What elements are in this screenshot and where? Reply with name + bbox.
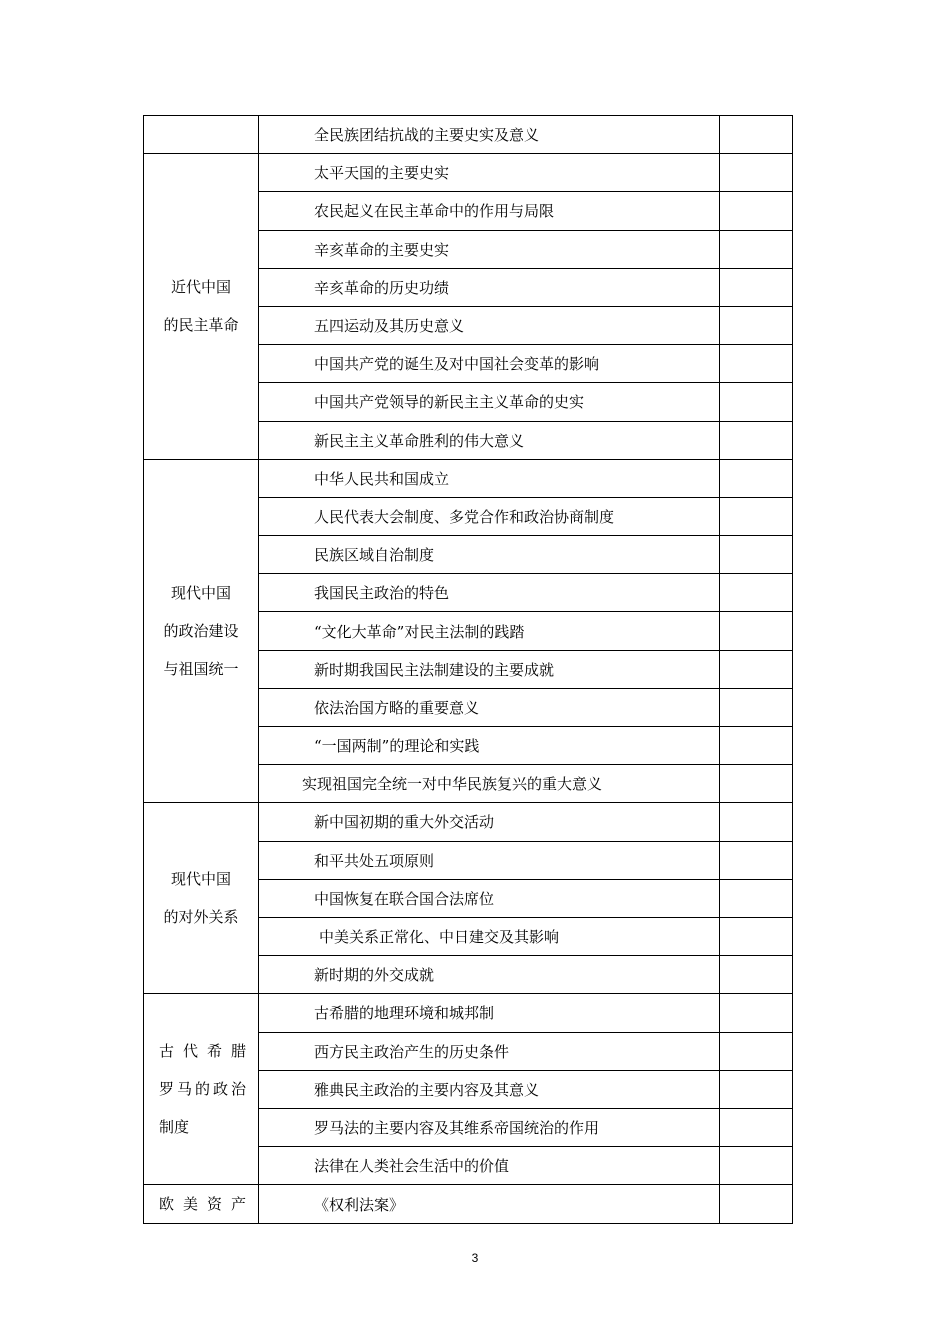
note-cell bbox=[720, 688, 793, 726]
topic-line: 的政治建设 bbox=[163, 622, 239, 641]
content-cell: 《权利法案》 bbox=[259, 1185, 720, 1224]
note-cell bbox=[720, 956, 793, 994]
content-cell: 依法治国方略的重要意义 bbox=[259, 688, 720, 726]
note-cell bbox=[720, 536, 793, 574]
topic-line: 的民主革命 bbox=[163, 316, 239, 335]
topic-cell-euro-american bbox=[144, 1185, 259, 1224]
note-cell bbox=[720, 230, 793, 268]
note-cell bbox=[720, 459, 793, 497]
content-cell: 人民代表大会制度、多党合作和政治协商制度 bbox=[259, 497, 720, 535]
table-row bbox=[144, 994, 793, 1032]
content-cell: 法律在人类社会生活中的价值 bbox=[259, 1147, 720, 1185]
content-cell: 罗马法的主要内容及其维系帝国统治的作用 bbox=[259, 1108, 720, 1146]
content-cell: 中华人民共和国成立 bbox=[259, 459, 720, 497]
note-cell bbox=[720, 841, 793, 879]
content-cell: 中国恢复在联合国合法席位 bbox=[259, 879, 720, 917]
topic-line: 的对外关系 bbox=[163, 908, 239, 927]
content-cell: 五四运动及其历史意义 bbox=[259, 306, 720, 344]
content-cell: 辛亥革命的历史功绩 bbox=[259, 268, 720, 306]
content-cell: 古希腊的地理环境和城邦制 bbox=[259, 994, 720, 1032]
note-cell bbox=[720, 1147, 793, 1185]
note-cell bbox=[720, 612, 793, 650]
note-cell bbox=[720, 994, 793, 1032]
note-cell bbox=[720, 1032, 793, 1070]
note-cell bbox=[720, 383, 793, 421]
content-cell: 中美关系正常化、中日建交及其影响 bbox=[259, 917, 720, 955]
topic-line: 古代希腊 bbox=[159, 1042, 246, 1061]
content-cell: 我国民主政治的特色 bbox=[259, 574, 720, 612]
table-row bbox=[144, 116, 793, 154]
topic-line: 近代中国 bbox=[170, 278, 231, 297]
topic-line: 罗马的政治 bbox=[159, 1080, 246, 1099]
note-cell bbox=[720, 574, 793, 612]
note-cell bbox=[720, 1070, 793, 1108]
content-cell: 中国共产党领导的新民主主义革命的史实 bbox=[259, 383, 720, 421]
content-cell: 和平共处五项原则 bbox=[259, 841, 720, 879]
table-row bbox=[144, 459, 793, 497]
note-cell bbox=[720, 1185, 793, 1224]
note-cell bbox=[720, 306, 793, 344]
content-cell: 新中国初期的重大外交活动 bbox=[259, 803, 720, 841]
topic-line: 欧美资产 bbox=[159, 1195, 246, 1214]
page-number: 3 bbox=[471, 1251, 479, 1265]
content-cell: 实现祖国完全统一对中华民族复兴的重大意义 bbox=[259, 765, 720, 803]
content-cell: 辛亥革命的主要史实 bbox=[259, 230, 720, 268]
note-cell bbox=[720, 727, 793, 765]
note-cell bbox=[720, 268, 793, 306]
topic-cell-empty bbox=[144, 116, 259, 154]
content-cell: 中国共产党的诞生及对中国社会变革的影响 bbox=[259, 345, 720, 383]
note-cell bbox=[720, 421, 793, 459]
topic-cell-modern-politics-unification bbox=[144, 459, 259, 803]
content-cell: 民族区域自治制度 bbox=[259, 536, 720, 574]
note-cell bbox=[720, 345, 793, 383]
content-cell: 全民族团结抗战的主要史实及意义 bbox=[259, 116, 720, 154]
note-cell bbox=[720, 116, 793, 154]
note-cell bbox=[720, 154, 793, 192]
content-cell: 太平天国的主要史实 bbox=[259, 154, 720, 192]
table-row bbox=[144, 803, 793, 841]
note-cell bbox=[720, 803, 793, 841]
content-cell: 新民主主义革命胜利的伟大意义 bbox=[259, 421, 720, 459]
content-cell: 新时期我国民主法制建设的主要成就 bbox=[259, 650, 720, 688]
content-cell: 新时期的外交成就 bbox=[259, 956, 720, 994]
content-cell: “一国两制”的理论和实践 bbox=[259, 727, 720, 765]
topic-line: 现代中国 bbox=[170, 870, 231, 889]
note-cell bbox=[720, 879, 793, 917]
content-cell: 农民起义在民主革命中的作用与局限 bbox=[259, 192, 720, 230]
topic-line: 与祖国统一 bbox=[163, 660, 239, 679]
content-cell: 雅典民主政治的主要内容及其意义 bbox=[259, 1070, 720, 1108]
table-row bbox=[144, 1185, 793, 1224]
syllabus-table bbox=[143, 115, 793, 1224]
note-cell bbox=[720, 765, 793, 803]
topic-line: 制度 bbox=[159, 1118, 190, 1137]
content-cell: “文化大革命”对民主法制的践踏 bbox=[259, 612, 720, 650]
topic-cell-modern-foreign-relations bbox=[144, 803, 259, 994]
note-cell bbox=[720, 650, 793, 688]
note-cell bbox=[720, 497, 793, 535]
topic-cell-modern-democratic-revolution bbox=[144, 154, 259, 460]
topic-cell-ancient-greece-rome bbox=[144, 994, 259, 1185]
table-row bbox=[144, 154, 793, 192]
note-cell bbox=[720, 1108, 793, 1146]
note-cell bbox=[720, 192, 793, 230]
note-cell bbox=[720, 917, 793, 955]
content-cell: 西方民主政治产生的历史条件 bbox=[259, 1032, 720, 1070]
topic-line: 现代中国 bbox=[170, 584, 231, 603]
